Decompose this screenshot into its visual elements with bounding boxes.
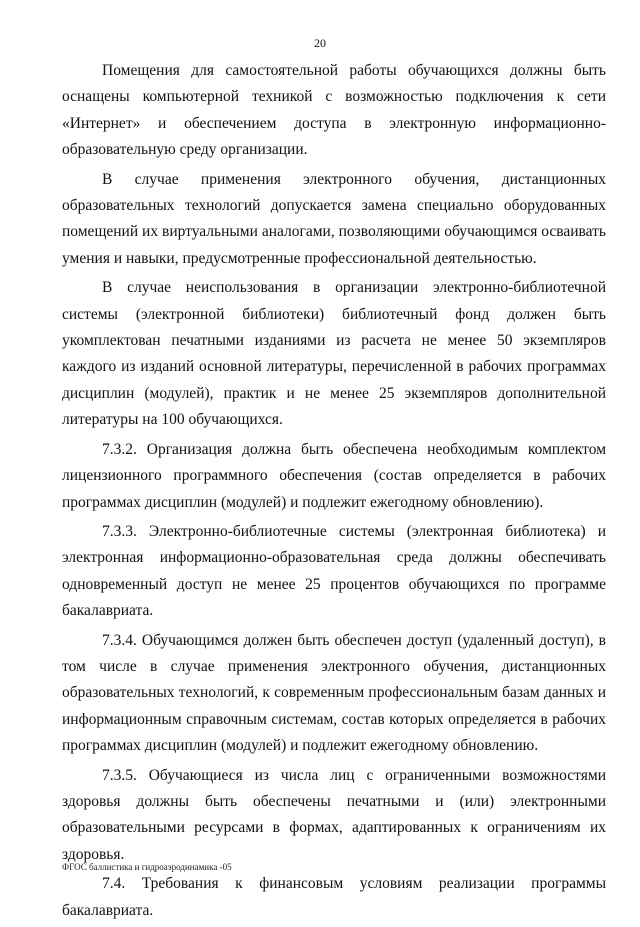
page-number: 20 xyxy=(314,36,326,50)
page-footer: ФГОС баллистика и гидроаэродинамика -05 xyxy=(62,862,232,872)
paragraph-7-3-2: 7.3.2. Организация должна быть обеспечена необходимым комплектом лицензионного программного обеспечения (состав определяется в рабочих программах дисциплин (модулей) и подлежит ежегодному обновлению). xyxy=(62,440,606,511)
paragraph-7-4: 7.4. Требования к финансовым условиям реализации программы бакалавриата. xyxy=(62,875,606,919)
document-body xyxy=(62,58,606,927)
paragraph-7-3-4: 7.3.4. Обучающимся должен быть обеспечен доступ (удаленный доступ), в том числе в случае применения электронного обучения, дистанционных образовательных технологий, к современным профессиональным базам данных и информационным справочным системам, состав которых определяется в рабочих программах дисциплин (модулей) и подлежит ежегодному обновлению. xyxy=(62,631,606,755)
paragraph-7-3-3: 7.3.3. Электронно-библиотечные системы (электронная библиотека) и электронная информационно-образовательная среда должны обеспечивать одновременный доступ не менее 25 процентов обучающихся по программе бакалавриата. xyxy=(62,522,606,620)
paragraph-library-fund: В случае неиспользования в организации электронно-библиотечной системы (электронной библиотеки) библиотечный фонд должен быть укомплектован печатными изданиями из расчета не менее 50 экземпляров каждого из изданий основной литературы, перечисленной в рабочих программах дисциплин (модулей), практик и не менее 25 экземпляров дополнительной литературы на 100 обучающихся. xyxy=(62,279,606,429)
paragraph-premises-equipment: Помещения для самостоятельной работы обучающихся должны быть оснащены компьютерной техникой с возможностью подключения к сети «Интернет» и обеспечением доступа в электронную информационно-образовательную среду организации. xyxy=(62,62,606,159)
paragraph-7-3-5: 7.3.5. Обучающиеся из числа лиц с ограниченными возможностями здоровья должны быть обеспечены печатными и (или) электронными образовательными ресурсами в формах, адаптированных к ограничениям их здоровья. xyxy=(62,766,606,863)
paragraph-virtual-analogs: В случае применения электронного обучения, дистанционных образовательных технологий допускается замена специально оборудованных помещений их виртуальными аналогами, позволяющими обучающимся осваивать умения и навыки, предусмотренные профессиональной деятельностью. xyxy=(62,170,606,267)
